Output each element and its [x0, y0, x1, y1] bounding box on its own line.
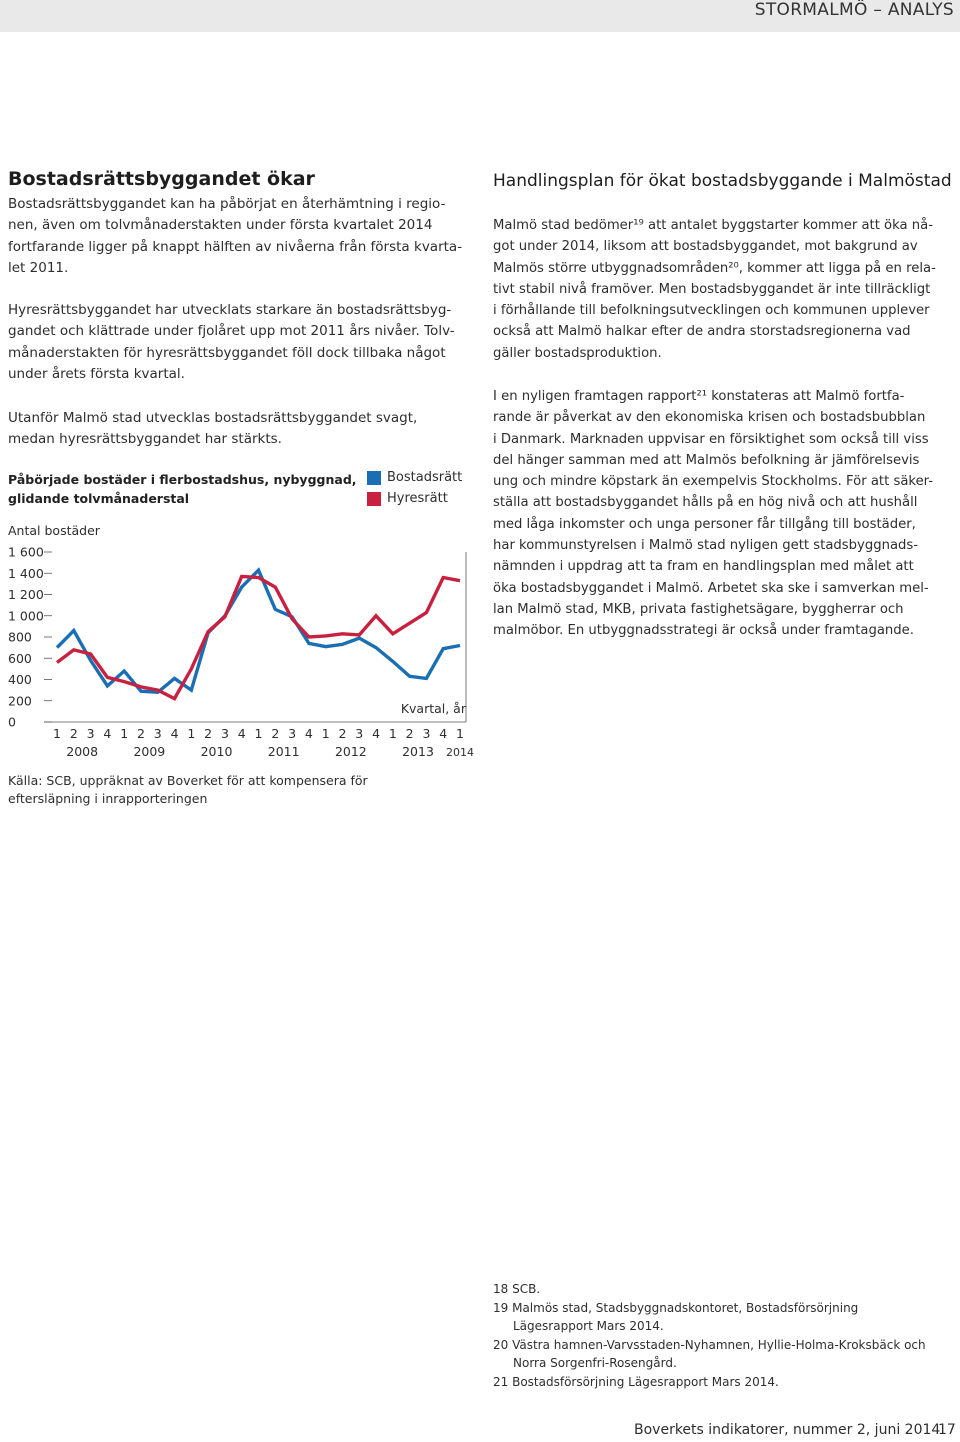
footnote-item: [493, 1299, 926, 1336]
x-tick-label: 1: [456, 726, 464, 741]
paragraph-line: med låga inkomster och unga personer får tillgång till bostäder,: [493, 516, 916, 532]
paragraph-line: Malmö stad bedömer¹⁹ att antalet byggstarter kommer att öka nå-: [493, 218, 934, 233]
series-line-hyresratt: [57, 576, 460, 698]
paragraph-line: Utanför Malmö stad utvecklas bostadsrättsbyggandet svagt,: [8, 410, 418, 426]
year-label: 2011: [267, 744, 300, 759]
x-tick-label: 1: [321, 726, 330, 741]
year-label: 2008: [66, 744, 99, 759]
paragraph-line: fortfarande ligger på knappt hälften av nivåerna från första kvarta-: [8, 238, 463, 255]
right-paragraph-1: [493, 215, 936, 364]
x-tick-label: 1: [254, 726, 263, 741]
footnote-line: 18 SCB.: [493, 1282, 541, 1296]
legend-hyresratt: [367, 491, 448, 506]
year-label: 2009: [133, 744, 166, 759]
year-label: 2013: [402, 744, 434, 759]
y-tick-label: 1 000: [8, 608, 44, 624]
x-tick-label: 3: [422, 726, 431, 741]
y-tick-label: 1 200: [8, 587, 44, 602]
legend-bostadsratt: [367, 470, 462, 485]
paragraph-line: Hyresrättsbyggandet har utvecklats starkare än bostadsrättsbyg-: [8, 302, 452, 318]
x-tick-label: 4: [170, 726, 179, 741]
paragraph-line: i förhållande till befolkningsutvecklingen och kommunen upplever: [493, 303, 930, 319]
x-tick-label: 3: [220, 726, 229, 741]
figure-title-line: Påbörjade bostäder i flerbostadshus, nybyggnad,: [8, 472, 357, 487]
paragraph-line: medan hyresrättsbyggandet har stärkts.: [8, 431, 282, 448]
paragraph-line: i Danmark. Marknaden uppvisar en försiktighet som också till viss: [493, 431, 929, 447]
left-paragraph-1: [8, 194, 462, 279]
footnote-line: 19 Malmös stad, Stadsbyggnadskontoret, Bostadsförsörjning: [493, 1300, 859, 1315]
paragraph-line: Bostadsrättsbyggandet kan ha påbörjat en återhämtning i regio-: [8, 196, 446, 212]
x-tick-label: 4: [103, 726, 112, 741]
left-paragraph-3: [8, 408, 417, 451]
footnote-line: 20 Västra hamnen-Varvsstaden-Nyhamnen, Hyllie-Holma-Kroksbäck och: [493, 1337, 926, 1352]
paragraph-line: gandet och klättrade under fjolåret upp mot 2011 års nivåer. Tolv-: [8, 323, 455, 340]
x-tick-label: 2: [271, 726, 280, 741]
figure-source: [8, 772, 368, 808]
x-tick-label: 3: [288, 726, 297, 741]
y-tick-label: 400: [8, 672, 32, 687]
paragraph-line: nämnden i uppdrag att ta fram en handlingsplan med målet att: [493, 559, 914, 575]
legend-swatch-hyresratt: [367, 492, 381, 506]
x-axis-title: Kvartal, år: [400, 701, 466, 716]
footnotes: [493, 1280, 926, 1391]
y-tick-label: 800: [8, 629, 32, 645]
legend-swatch-bostadsratt: [367, 471, 381, 485]
x-tick-label: 4: [237, 726, 246, 741]
paragraph-line: öka bostadsbyggandet i Malmö. Arbetet ska ske i samverkan mel-: [493, 580, 929, 596]
paragraph-line: lan Malmö stad, MKB, privata fastighetsägare, byggherrar och: [493, 601, 904, 617]
x-tick-label: 4: [304, 726, 313, 741]
paragraph-line: ställa att bostadsbyggandet hålls på en hög nivå och att hushåll: [493, 495, 918, 511]
source-line: Källa: SCB, uppräknat av Boverket för att kompensera för: [8, 773, 368, 788]
x-tick-label: 1: [388, 726, 397, 741]
y-tick-label: 1 400: [8, 565, 44, 581]
footnote-line: 21 Bostadsförsörjning Lägesrapport Mars 2014.: [493, 1374, 779, 1389]
x-tick-label: 4: [439, 726, 448, 741]
y-tick-label: 600: [8, 650, 32, 666]
paragraph-line: också att Malmö halkar efter de andra storstadsregionerna vad: [493, 324, 911, 340]
left-heading: Bostadsrättsbyggandet ökar: [8, 168, 315, 190]
year-label: 2010: [200, 744, 233, 759]
heading-line: stad: [914, 171, 952, 191]
x-tick-label: 3: [86, 726, 95, 741]
footnote-item: [493, 1336, 926, 1373]
paragraph-line: I en nyligen framtagen rapport²¹ konstateras att Malmö fortfa-: [493, 389, 905, 404]
paragraph-line: nen, även om tolvmånaderstakten under första kvartalet 2014: [8, 217, 433, 234]
figure-title-line: glidande tolvmånaderstal: [8, 491, 190, 506]
x-tick-label: 2: [69, 726, 78, 741]
x-tick-label: 2: [405, 726, 414, 741]
y-tick-label: 200: [8, 693, 32, 709]
paragraph-line: gäller bostadsproduktion.: [493, 345, 662, 361]
legend-label-bostadsratt: Bostadsrätt: [387, 470, 463, 485]
x-tick-label: 3: [355, 726, 364, 741]
right-heading: [493, 170, 952, 192]
footnote-item: [493, 1373, 926, 1392]
heading-line: Handlingsplan för ökat bostadsbyggande i Malmö: [493, 171, 915, 191]
running-header: STORMALMÖ – ANALYS: [754, 0, 954, 20]
x-tick-label: 3: [153, 726, 162, 741]
year-label: 2014: [446, 746, 474, 759]
x-tick-label: 1: [187, 726, 196, 741]
x-tick-label: 1: [120, 726, 129, 741]
paragraph-line: del hänger samman med att Malmös befolkning är jämförelsevis: [493, 452, 920, 468]
paragraph-line: ung och mindre köpstark än exempelvis Stockholms. För att säker-: [493, 474, 934, 490]
paragraph-line: malmöbor. En utbyggnadsstrategi är också under framtagande.: [493, 623, 914, 639]
footnote-item: [493, 1280, 926, 1299]
page-number: 17: [938, 1422, 956, 1438]
paragraph-line: Malmös större utbyggnadsområden²⁰, kommer att ligga på en rela-: [493, 260, 936, 276]
x-tick-label: 1: [53, 726, 61, 741]
x-tick-label: 4: [372, 726, 381, 741]
year-label: 2012: [334, 744, 367, 759]
paragraph-line: tivt stabil nivå framöver. Men bostadsbyggandet är inte tillräckligt: [493, 281, 931, 297]
footer-text: Boverkets indikatorer, nummer 2, juni 2014: [634, 1422, 941, 1438]
footnote-line: Lägesrapport Mars 2014.: [513, 1319, 664, 1333]
x-tick-label: 2: [338, 726, 347, 741]
left-paragraph-2: [8, 300, 455, 385]
legend-label-hyresratt: Hyresrätt: [387, 491, 448, 506]
paragraph-line: under årets första kvartal.: [8, 365, 185, 382]
paragraph-line: har kommunstyrelsen i Malmö stad nyligen gett stadsbyggnads-: [493, 538, 919, 554]
y-tick-label: 1 600: [8, 544, 44, 560]
source-line: eftersläpning i inrapporteringen: [8, 791, 208, 806]
figure-title: [8, 470, 357, 508]
paragraph-line: got under 2014, liksom att bostadsbyggandet, mot bakgrund av: [493, 239, 918, 255]
paragraph-line: månaderstakten för hyresrättsbyggandet föll dock tillbaka något: [8, 344, 446, 361]
y-axis-title: Antal bostäder: [8, 523, 100, 538]
paragraph-line: let 2011.: [8, 259, 69, 276]
right-paragraph-2: [493, 386, 933, 642]
x-tick-label: 2: [136, 726, 145, 741]
y-tick-label: 0: [8, 714, 16, 730]
paragraph-line: rande är påverkat av den ekonomiska krisen och bostadsbubblan: [493, 410, 926, 426]
footnote-line: Norra Sorgenfri-Rosengård.: [513, 1356, 677, 1370]
line-chart: [0, 538, 480, 768]
x-tick-label: 2: [204, 726, 213, 741]
